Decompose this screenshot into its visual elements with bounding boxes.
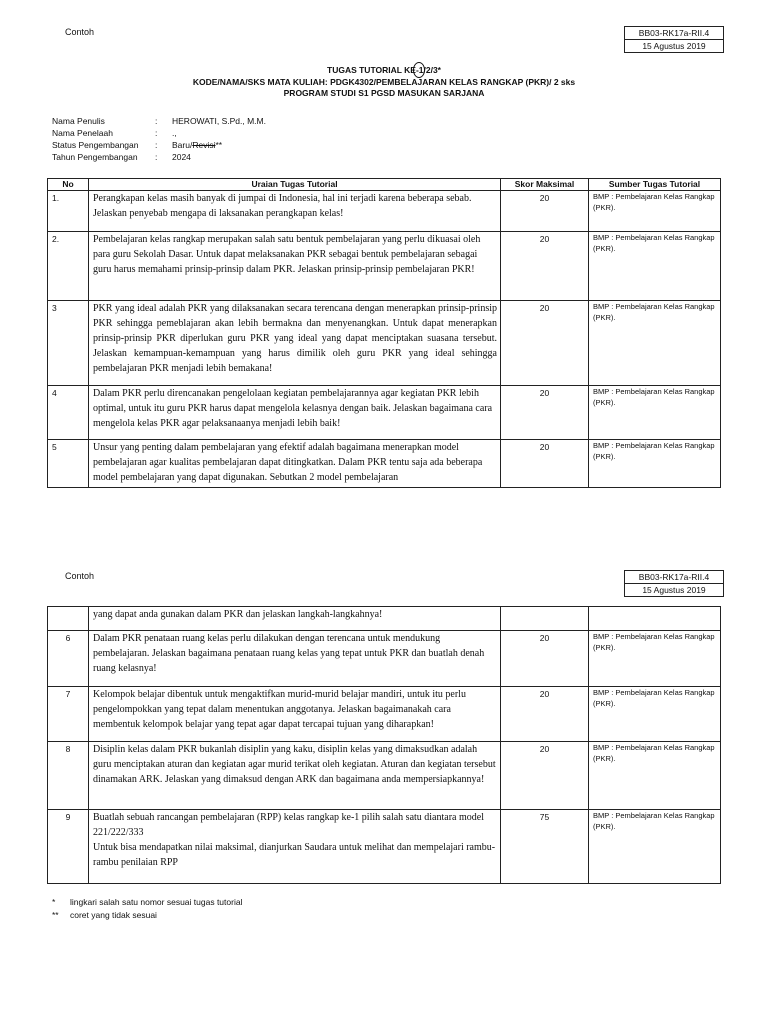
row-description: PKR yang ideal adalah PKR yang dilaksanakan secara terencana dengan menerapkan prinsip-prinsip PKR sehingga pemeblajaran akan lebih bermakna dan menyenangkan. Untuk dapat menerapkan prinsip-prinsip PKR diperlukan guru PKR yang ideal yang dapat menciptakan suasana tersebut. Jelaskan kemampuan-kemampuan yang harus dimilik oleh guru PKR yang ideal sehingga pembelajaran PKR menjadi lebih bemakana!: [89, 301, 501, 386]
tahun-value: 2024: [172, 152, 191, 162]
header-course: KODE/NAMA/SKS MATA KULIAH: PDGK4302/PEMBELAJARAN KELAS RANGKAP (PKR)/ 2 sks: [192, 76, 576, 87]
footnote-mark: **: [52, 910, 59, 920]
header-title: TUGAS TUTORIAL KE-1/2/3*: [327, 65, 441, 75]
row-description: Dalam PKR penataan ruang kelas perlu dilakukan dengan terencana untuk mendukung pembelajaran. Jelaskan bagaimana penataan ruang kelas yang tepat untuk PKR dan buatlah denah ruang kelasnya!: [89, 631, 501, 687]
document-code: BB03-RK17a-RII.4: [638, 572, 710, 582]
tutorial-table-page1: [47, 178, 721, 488]
penelaah-value: .,: [172, 128, 177, 138]
row-source: BMP : Pembelajaran Kelas Rangkap (PKR).: [589, 232, 721, 301]
status-value: [172, 139, 222, 151]
row-description: Disiplin kelas dalam PKR bukanlah disiplin yang kaku, disiplin kelas yang dimaksudkan adalah guru menciptakan aturan dan kegiatan agar murid terikat oleh kegiatan. Aturan dan kegiatan tersebut dinamakan ARK. Jelaskan yang dimaksud dengan ARK dan bagaimana anda mempersiapkannya!: [89, 742, 501, 810]
footnote-mark: *: [52, 897, 56, 907]
header-skor: Skor Maksimal: [501, 179, 589, 191]
header-program: PROGRAM STUDI S1 PGSD MASUKAN SARJANA: [283, 88, 485, 98]
tutorial-table-page2: [47, 606, 721, 884]
penulis-value: HEROWATI, S.Pd., M.M.: [172, 116, 266, 126]
status-suffix: **: [215, 140, 223, 150]
table-row: [48, 631, 721, 687]
row-no: 4: [48, 386, 89, 440]
table-row-continuation: [48, 607, 721, 631]
row-no: 9: [48, 810, 89, 884]
penelaah-row: [52, 127, 266, 139]
penulis-row: [52, 115, 266, 127]
row-score: 20: [501, 687, 589, 742]
colon: :: [155, 128, 158, 138]
row-no: 2.: [48, 232, 89, 301]
header-sumber: Sumber Tugas Tutorial: [589, 179, 721, 191]
row-score: 20: [501, 440, 589, 488]
table-row: [48, 191, 721, 232]
row-description: Buatlah sebuah rancangan pembelajaran (RPP) kelas rangkap ke-1 pilih salah satu diantara model 221/222/333 Untuk bisa mendapatkan nilai maksimal, dianjurkan Saudara untuk melihat dan mempelajari rambu-rambu penilaian RPP: [89, 810, 501, 884]
table-header-row: [48, 179, 721, 191]
status-revisi-struck: Revisi: [192, 140, 216, 150]
table-row: [48, 687, 721, 742]
table-row: [48, 440, 721, 488]
footnote-text: coret yang tidak sesuai: [70, 910, 157, 920]
colon: :: [155, 152, 158, 162]
status-label: Status Pengembangan: [52, 140, 139, 150]
footnotes: [52, 896, 242, 922]
row-source: BMP : Pembelajaran Kelas Rangkap (PKR).: [589, 440, 721, 488]
table-row: [48, 742, 721, 810]
footnote-text: lingkari salah satu nomor sesuai tugas tutorial: [70, 897, 243, 907]
header-uraian: Uraian Tugas Tutorial: [89, 179, 501, 191]
contoh-label: Contoh: [65, 27, 95, 37]
tahun-row: [52, 151, 266, 163]
footnote: [52, 909, 242, 922]
row-description: Pembelajaran kelas rangkap merupakan salah satu bentuk pembelajaran yang perlu dikuasai oleh para guru Sekolah Dasar. Untuk dapat melaksanakan PKR sebagai bentuk pembelajaran sebagai guru harus memahami prinsip-prinsip dalam PKR. Jelaskan prinsip-prinsip pembelajaran PKR!: [89, 232, 501, 301]
row-no: 3: [48, 301, 89, 386]
document-date: 15 Agustus 2019: [625, 583, 723, 596]
contoh-label: Contoh: [65, 571, 95, 581]
row-score: 20: [501, 386, 589, 440]
row-score: 20: [501, 631, 589, 687]
document-code-box: [624, 570, 724, 597]
tahun-label: Tahun Pengembangan: [52, 152, 138, 162]
document-date: 15 Agustus 2019: [625, 39, 723, 52]
status-baru: Baru/: [172, 140, 193, 150]
row-source: BMP : Pembelajaran Kelas Rangkap (PKR).: [589, 301, 721, 386]
author-info: [52, 115, 266, 163]
row-source: BMP : Pembelajaran Kelas Rangkap (PKR).: [589, 810, 721, 884]
row-score: 20: [501, 742, 589, 810]
table-row: [48, 301, 721, 386]
document-code-box: [624, 26, 724, 53]
row-source: BMP : Pembelajaran Kelas Rangkap (PKR).: [589, 742, 721, 810]
row-no: 6: [48, 631, 89, 687]
selection-circle-mark: [413, 62, 425, 78]
document-header: [0, 65, 768, 100]
row-source: BMP : Pembelajaran Kelas Rangkap (PKR).: [589, 631, 721, 687]
header-no: No: [48, 179, 89, 191]
status-row: [52, 139, 266, 151]
table-row: [48, 232, 721, 301]
row-score: 20: [501, 232, 589, 301]
row-no: 1.: [48, 191, 89, 232]
row-source: BMP : Pembelajaran Kelas Rangkap (PKR).: [589, 687, 721, 742]
document-code: BB03-RK17a-RII.4: [638, 28, 710, 38]
row-no: 8: [48, 742, 89, 810]
row-description: Dalam PKR perlu direncanakan pengelolaan kegiatan pembelajarannya agar kegiatan PKR lebih optimal, untuk itu guru PKR harus dapat mengelola kelasnya dengan baik. Jelaskan bagaimana cara mengelola kelas PKR agar pelaksanaanya menjadi lebih baik!: [89, 386, 501, 440]
footnote: [52, 896, 242, 909]
row-score: 20: [501, 191, 589, 232]
row-no: 7: [48, 687, 89, 742]
row-score: [501, 607, 589, 631]
table-row: [48, 810, 721, 884]
row-score: 20: [501, 301, 589, 386]
colon: :: [155, 140, 158, 150]
row-no: [48, 607, 89, 631]
row-source: BMP : Pembelajaran Kelas Rangkap (PKR).: [589, 191, 721, 232]
row-description: Unsur yang penting dalam pembelajaran yang efektif adalah bagaimana menerapkan model pembelajaran agar kualitas pembelajaran dapat ditingkatkan. Dalam PKR tentu saja ada beberapa model pembelajaran yang dapat digunakan. Sebutkan 2 model pembelajaran: [89, 440, 501, 488]
row-source: [589, 607, 721, 631]
penulis-label: Nama Penulis: [52, 116, 105, 126]
row-description: yang dapat anda gunakan dalam PKR dan jelaskan langkah-langkahnya!: [89, 607, 501, 631]
row-score: 75: [501, 810, 589, 884]
colon: :: [155, 116, 158, 126]
penelaah-label: Nama Penelaah: [52, 128, 113, 138]
row-description: Perangkapan kelas masih banyak di jumpai di Indonesia, hal ini terjadi karena beberapa sebab. Jelaskan penyebab mengapa di laksanakan perangkapan kelas!: [89, 191, 501, 232]
table-row: [48, 386, 721, 440]
row-description: Kelompok belajar dibentuk untuk mengaktifkan murid-murid belajar mandiri, untuk itu perlu pengelompokkan yang tepat dalam menentukan anggotanya. Jelaskan bagaimanakah cara membentuk kelompok belajar yang tepat agar dapat tercapai tujuan yang diharapkan!: [89, 687, 501, 742]
row-no: 5: [48, 440, 89, 488]
row-source: BMP : Pembelajaran Kelas Rangkap (PKR).: [589, 386, 721, 440]
